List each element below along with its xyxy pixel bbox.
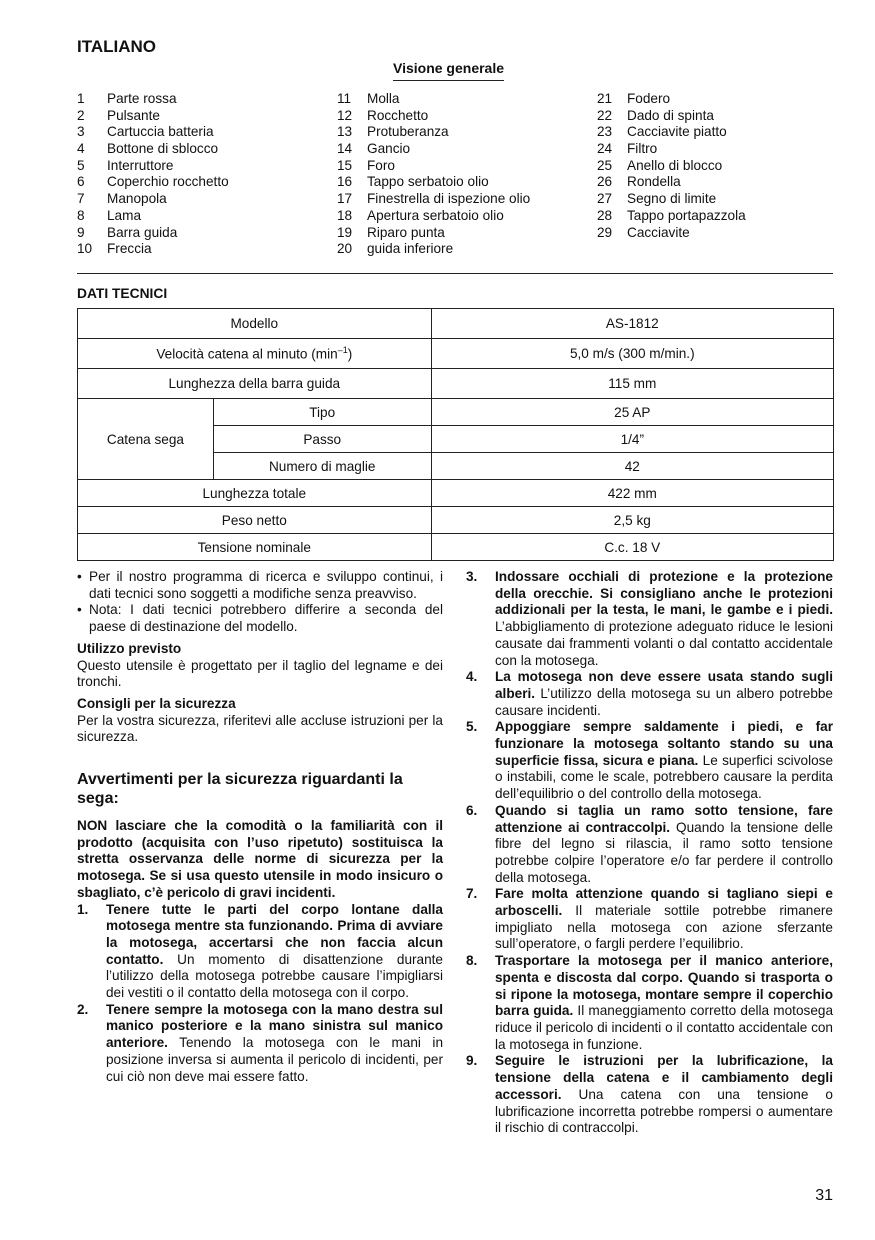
saw-safety-heading: Avvertimenti per la sicurezza riguardanti la sega: bbox=[77, 771, 403, 808]
chain-links-label: Numero di maglie bbox=[213, 453, 431, 480]
spec-note bbox=[77, 569, 443, 602]
parts-list-col1 bbox=[77, 91, 327, 258]
list-item bbox=[337, 91, 587, 108]
table-row bbox=[78, 339, 834, 369]
part-label: Pulsante bbox=[107, 107, 160, 123]
item-plain-text: L’abbigliamento di protezione adeguato riduce le lesioni causate dai frammenti volanti o dal contatto accidentale con la motosega. bbox=[495, 619, 833, 668]
item-number: 2. bbox=[77, 1001, 89, 1017]
part-number: 16 bbox=[337, 174, 353, 190]
item-bold-text: Quando si taglia un ramo sotto tensione, fare attenzione ai contraccolpi. bbox=[495, 802, 833, 835]
list-item bbox=[466, 669, 833, 719]
chain-speed-label-cell bbox=[78, 339, 432, 369]
table-row bbox=[78, 534, 834, 561]
list-item bbox=[77, 902, 443, 1002]
part-label: Cartuccia batteria bbox=[107, 124, 214, 140]
chain-speed-label-close: ) bbox=[347, 346, 353, 362]
part-label: Barra guida bbox=[107, 224, 178, 240]
list-item bbox=[77, 174, 327, 191]
item-bold-text: Appoggiare sempre saldamente i piedi, e far funzionare la motosega soltanto stando su una superficie fissa, sicura e piana. bbox=[495, 719, 833, 768]
part-number: 14 bbox=[337, 141, 353, 157]
part-number: 25 bbox=[597, 157, 613, 173]
item-number: 1. bbox=[77, 901, 89, 917]
part-label: Bottone di sblocco bbox=[107, 141, 219, 157]
specs-table bbox=[77, 308, 834, 561]
part-label: Dado di spinta bbox=[627, 107, 714, 123]
item-text bbox=[106, 1002, 443, 1086]
part-label: Freccia bbox=[107, 241, 152, 257]
list-item bbox=[337, 158, 587, 175]
list-item bbox=[466, 886, 833, 953]
part-number: 7 bbox=[77, 191, 85, 207]
part-number: 8 bbox=[77, 207, 85, 223]
part-label: Coperchio rocchetto bbox=[107, 174, 229, 190]
part-number: 10 bbox=[77, 241, 93, 257]
part-label: Molla bbox=[367, 91, 400, 106]
part-number: 11 bbox=[337, 91, 352, 106]
list-item bbox=[337, 241, 587, 258]
part-number: 27 bbox=[597, 191, 613, 207]
list-item bbox=[466, 953, 833, 1053]
part-label: Gancio bbox=[367, 141, 411, 157]
item-text bbox=[495, 719, 833, 803]
list-item bbox=[337, 124, 587, 141]
safety-advice-text: Per la vostra sicurezza, riferitevi alle accluse istruzioni per la sicurezza. bbox=[77, 712, 443, 745]
part-label: Riparo punta bbox=[367, 224, 445, 240]
item-number: 6. bbox=[466, 802, 478, 818]
list-item bbox=[77, 91, 327, 108]
bar-length-value: 115 mm bbox=[431, 369, 833, 399]
table-row bbox=[78, 309, 834, 339]
part-number: 24 bbox=[597, 141, 613, 157]
parts-list-col2 bbox=[337, 91, 587, 258]
item-plain-text: Una catena con una tensione o lubrificazione incorretta potrebbe rompersi o aumentare il rischio di contraccolpi. bbox=[495, 1086, 833, 1136]
list-item bbox=[77, 191, 327, 208]
part-number: 26 bbox=[597, 174, 613, 190]
left-column bbox=[77, 569, 443, 1085]
specs-title: DATI TECNICI bbox=[77, 286, 168, 301]
item-number: 7. bbox=[466, 886, 478, 902]
part-label: Parte rossa bbox=[107, 91, 177, 106]
item-bold-text: Seguire le istruzioni per la lubrificazione, la tensione della catena e il cambiamento degli accessori. bbox=[495, 1053, 833, 1102]
part-label: Protuberanza bbox=[367, 124, 449, 140]
chain-links-value: 42 bbox=[431, 453, 833, 480]
part-label: Interruttore bbox=[107, 157, 174, 173]
list-item bbox=[466, 569, 833, 669]
part-number: 15 bbox=[337, 157, 353, 173]
part-number: 5 bbox=[77, 157, 85, 173]
item-number: 8. bbox=[466, 953, 478, 969]
part-label: Cacciavite piatto bbox=[627, 124, 727, 140]
part-label: Manopola bbox=[107, 191, 167, 207]
chain-type-value: 25 AP bbox=[431, 399, 833, 426]
part-number: 19 bbox=[337, 224, 353, 240]
item-plain-text: Il maneggiamento corretto della motosega riduce il pericolo di incidenti o il contatto accidentale con la motosega in funzione. bbox=[495, 1003, 834, 1052]
part-number: 1 bbox=[77, 91, 85, 106]
parts-list-col3 bbox=[597, 91, 847, 241]
list-item bbox=[337, 141, 587, 158]
list-item bbox=[77, 1002, 443, 1086]
table-row bbox=[78, 507, 834, 534]
part-number: 17 bbox=[337, 191, 353, 207]
item-text bbox=[495, 569, 833, 669]
safety-advice-title: Consigli per la sicurezza bbox=[77, 695, 236, 711]
item-text bbox=[495, 886, 833, 953]
item-plain-text: Tenendo la motosega con le mani in posizione inversa si aumenta il pericolo di incidenti, per cui ciò non deve mai essere fatto. bbox=[106, 1035, 443, 1084]
net-weight-value: 2,5 kg bbox=[431, 507, 833, 534]
list-item bbox=[597, 174, 847, 191]
part-number: 22 bbox=[597, 107, 613, 123]
item-text bbox=[495, 803, 833, 887]
chain-pitch-value: 1/4” bbox=[431, 426, 833, 453]
overview-title: Visione generale bbox=[393, 60, 504, 81]
chain-type-label: Tipo bbox=[213, 399, 431, 426]
item-bold-text: Trasportare la motosega per il manico anteriore, spenta e discosta dal corpo. Quando si trasporta o si ripone la motosega, montare sempre il coperchio barra guida. bbox=[495, 953, 833, 1019]
list-item bbox=[337, 208, 587, 225]
net-weight-label: Peso netto bbox=[78, 507, 432, 534]
list-item bbox=[337, 108, 587, 125]
item-number: 5. bbox=[466, 719, 478, 735]
list-item bbox=[337, 174, 587, 191]
item-bold-text: Tenere tutte le parti del corpo lontane dalla motosega mentre sta funzionando. Prima di avviare la motosega, accertarsi che non faccia alcun contatto. bbox=[106, 901, 443, 967]
part-label: Fodero bbox=[627, 91, 671, 106]
list-item bbox=[77, 158, 327, 175]
chain-speed-unit-exponent: –1 bbox=[337, 345, 348, 356]
part-number: 28 bbox=[597, 207, 613, 223]
chain-pitch-label: Passo bbox=[213, 426, 431, 453]
page-language-title: ITALIANO bbox=[77, 37, 157, 56]
table-row bbox=[78, 369, 834, 399]
section-divider bbox=[77, 273, 833, 274]
bar-length-label: Lunghezza della barra guida bbox=[78, 369, 432, 399]
bullet-icon: • bbox=[77, 569, 82, 584]
part-number: 6 bbox=[77, 174, 85, 190]
part-label: Rocchetto bbox=[367, 107, 429, 123]
part-label: Finestrella di ispezione olio bbox=[367, 191, 531, 207]
list-item bbox=[77, 124, 327, 141]
list-item bbox=[597, 208, 847, 225]
item-bold-text: Tenere sempre la motosega con la mano destra sul manico posteriore e la mano sinistra sul manico anteriore. bbox=[106, 1001, 443, 1051]
rated-voltage-label: Tensione nominale bbox=[78, 534, 432, 561]
item-bold-text: La motosega non deve essere usata stando sugli alberi. bbox=[495, 669, 833, 701]
part-number: 13 bbox=[337, 124, 353, 140]
part-number: 4 bbox=[77, 141, 85, 157]
list-item bbox=[597, 225, 847, 242]
list-item bbox=[77, 108, 327, 125]
part-label: Foro bbox=[367, 157, 395, 173]
item-plain-text: Quando la tensione delle fibre del legno si rilascia, il ramo sotto tensione potrebbe colpire l’operatore e/o far perdere il controllo della motosega. bbox=[495, 819, 833, 885]
part-number: 18 bbox=[337, 207, 353, 223]
list-item bbox=[597, 141, 847, 158]
list-item bbox=[77, 225, 327, 242]
part-label: Tappo serbatoio olio bbox=[367, 174, 489, 190]
part-label: Anello di blocco bbox=[627, 157, 723, 173]
chain-label: Catena sega bbox=[78, 399, 214, 480]
part-label: Apertura serbatoio olio bbox=[367, 207, 504, 223]
rated-voltage-value: C.c. 18 V bbox=[431, 534, 833, 561]
item-text bbox=[495, 953, 833, 1053]
spec-note-text: Per il nostro programma di ricerca e sviluppo continui, i dati tecnici sono soggetti a modifiche senza preavviso. bbox=[89, 569, 443, 601]
total-length-value: 422 mm bbox=[431, 480, 833, 507]
part-label: Tappo portapazzola bbox=[627, 207, 746, 223]
list-item bbox=[597, 158, 847, 175]
page-number: 31 bbox=[815, 1187, 833, 1204]
chain-speed-label: Velocità catena al minuto (min bbox=[156, 346, 338, 362]
part-number: 23 bbox=[597, 124, 613, 140]
part-label: guida inferiore bbox=[367, 241, 454, 257]
list-item bbox=[597, 124, 847, 141]
item-bold-text: Indossare occhiali di protezione e la protezione della orecchie. Si consigliano anche le protezioni addizionali per la testa, le mani, le gambe e i piedi. bbox=[495, 569, 833, 618]
model-value: AS-1812 bbox=[431, 309, 833, 339]
list-item bbox=[466, 803, 833, 887]
model-label: Modello bbox=[78, 309, 432, 339]
item-text bbox=[495, 669, 833, 719]
table-row bbox=[78, 480, 834, 507]
item-number: 3. bbox=[466, 569, 478, 584]
list-item bbox=[466, 1053, 833, 1137]
spec-note bbox=[77, 602, 443, 635]
part-label: Rondella bbox=[627, 174, 681, 190]
part-number: 12 bbox=[337, 107, 353, 123]
part-number: 3 bbox=[77, 124, 85, 140]
list-item bbox=[597, 191, 847, 208]
list-item bbox=[337, 225, 587, 242]
intended-use-title: Utilizzo previsto bbox=[77, 640, 182, 656]
right-column bbox=[466, 569, 833, 1137]
item-plain-text: Un momento di disattenzione durante l’utilizzo della motosega potrebbe causare l’impigliarsi dei vestiti o il contatto della motosega con il corpo. bbox=[106, 951, 443, 1001]
total-length-label: Lunghezza totale bbox=[78, 480, 432, 507]
part-label: Cacciavite bbox=[627, 224, 690, 240]
part-number: 29 bbox=[597, 224, 613, 240]
list-item bbox=[77, 241, 327, 258]
list-item bbox=[337, 191, 587, 208]
item-plain-text: Il materiale sottile potrebbe rimanere impigliato nella motosega con azione sferzante sull’operatore, o fargli perdere l’equilibrio. bbox=[495, 903, 833, 952]
intended-use-text: Questo utensile è progettato per il taglio del legname e dei tronchi. bbox=[77, 657, 443, 690]
part-label: Lama bbox=[107, 207, 142, 223]
item-text bbox=[495, 1053, 833, 1137]
list-item bbox=[597, 108, 847, 125]
part-number: 9 bbox=[77, 224, 85, 240]
list-item bbox=[466, 719, 833, 803]
list-item bbox=[77, 141, 327, 158]
part-label: Filtro bbox=[627, 141, 658, 157]
safety-lead-paragraph: NON lasciare che la comodità o la familiarità con il prodotto (acquisita con l’uso ripetuto) sostituisca la stretta osservanza delle norme di sicurezza per la motosega. Se si usa questo utensile in modo insicuro o sbagliato, c’è pericolo di gravi incidenti. bbox=[77, 818, 443, 900]
table-row bbox=[78, 399, 834, 426]
list-item bbox=[597, 91, 847, 108]
item-number: 9. bbox=[466, 1053, 478, 1069]
list-item bbox=[77, 208, 327, 225]
item-plain-text: L’utilizzo della motosega su un albero potrebbe causare incidenti. bbox=[495, 685, 833, 718]
spec-note-text: Nota: I dati tecnici potrebbero differire a seconda del paese di destinazione del modello. bbox=[89, 602, 443, 635]
part-number: 20 bbox=[337, 241, 353, 257]
item-number: 4. bbox=[466, 669, 478, 685]
part-number: 21 bbox=[597, 91, 613, 106]
part-number: 2 bbox=[77, 107, 85, 123]
bullet-icon: • bbox=[77, 602, 82, 618]
part-label: Segno di limite bbox=[627, 191, 717, 207]
item-text bbox=[106, 902, 443, 1002]
item-bold-text: Fare molta attenzione quando si tagliano siepi e arboscelli. bbox=[495, 886, 833, 919]
chain-speed-value: 5,0 m/s (300 m/min.) bbox=[431, 339, 833, 369]
item-plain-text: Le superfici scivolose o instabili, come le scale, potrebbero causare la perdita dell’equilibrio o del controllo della motosega. bbox=[495, 752, 834, 802]
